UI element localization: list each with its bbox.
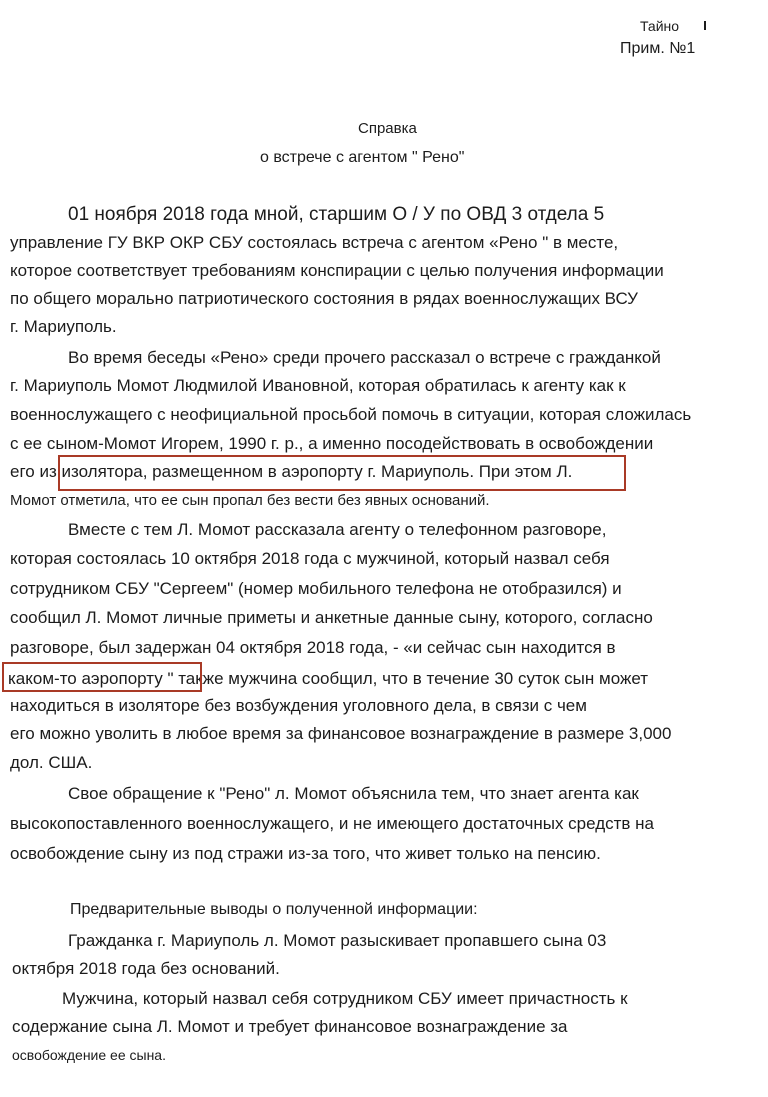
body-line: которая состоялась 10 октября 2018 года с мужчиной, который назвал себя [10, 549, 610, 568]
body-line: сотрудником СБУ "Сергеем" (номер мобильного телефона не отобразился) и [10, 579, 622, 598]
body-line: военнослужащего с неофициальной просьбой помочь в ситуации, которая сложилась [10, 405, 692, 424]
body-line: Во время беседы «Рено» среди прочего рассказал о встрече с гражданкой [68, 348, 661, 367]
body-line: управление ГУ ВКР ОКР СБУ состоялась встреча с агентом «Рено " в месте, [10, 233, 619, 252]
body-line: дол. США. [10, 753, 93, 772]
body-line: разговоре, был задержан 04 октября 2018 года, - «и сейчас сын находится в [10, 638, 616, 657]
body-line: Вместе с тем Л. Момот рассказала агенту о телефонном разговоре, [68, 520, 607, 539]
body-line: Свое обращение к "Рено" л. Момот объяснила тем, что знает агента как [68, 784, 639, 803]
body-line: октября 2018 года без оснований. [12, 959, 280, 978]
conclusions-heading: Предварительные выводы о полученной информации: [70, 901, 478, 918]
body-line: сообщил Л. Момот личные приметы и анкетные данные сыну, которого, согласно [10, 608, 653, 627]
body-line: Гражданка г. Мариуполь л. Момот разыскивает пропавшего сына 03 [68, 931, 607, 950]
body-line: 01 ноября 2018 года мной, старшим О / У по ОВД 3 отдела 5 [68, 204, 605, 225]
document-title: Справка [358, 120, 417, 137]
body-line: Момот отметила, что ее сын пропал без вести без явных оснований. [10, 492, 490, 509]
body-line: Мужчина, который назвал себя сотрудником СБУ имеет причастность к [62, 989, 628, 1008]
body-line: г. Мариуполь. [10, 317, 117, 336]
body-line: которое соответствует требованиям конспирации с целью получения информации [10, 261, 664, 280]
body-line: освобождение ее сына. [12, 1047, 166, 1063]
body-line: освобождение сыну из под стражи из-за того, что живет только на пенсию. [10, 844, 601, 863]
secret-mark: Тайно [640, 18, 680, 34]
document-subtitle: о встрече с агентом " Рено" [260, 149, 465, 166]
body-line: его можно уволить в любое время за финансовое вознаграждение в размере 3,000 [10, 724, 672, 743]
body-line: каком-то аэропорту " также мужчина сообщил, что в течение 30 суток сын может [8, 669, 649, 688]
stamp-tick-mark [704, 21, 706, 30]
body-line: г. Мариуполь Момот Людмилой Ивановной, которая обратилась к агенту как к [10, 376, 626, 395]
body-line: содержание сына Л. Момот и требует финансовое вознаграждение за [12, 1017, 568, 1036]
body-line: с ее сыном-Момот Игорем, 1990 г. р., а именно посодействовать в освобождении [10, 434, 654, 453]
appendix-mark: Прим. №1 [620, 40, 696, 57]
body-line: находиться в изоляторе без возбуждения уголовного дела, в связи с чем [10, 696, 587, 715]
body-line: по общего морально патриотического состояния в рядах военнослужащих ВСУ [10, 289, 638, 308]
body-line: его из изолятора, размещенном в аэропорту г. Мариуполь. При этом Л. [10, 462, 573, 481]
body-line: высокопоставленного военнослужащего, и не имеющего достаточных средств на [10, 814, 655, 833]
